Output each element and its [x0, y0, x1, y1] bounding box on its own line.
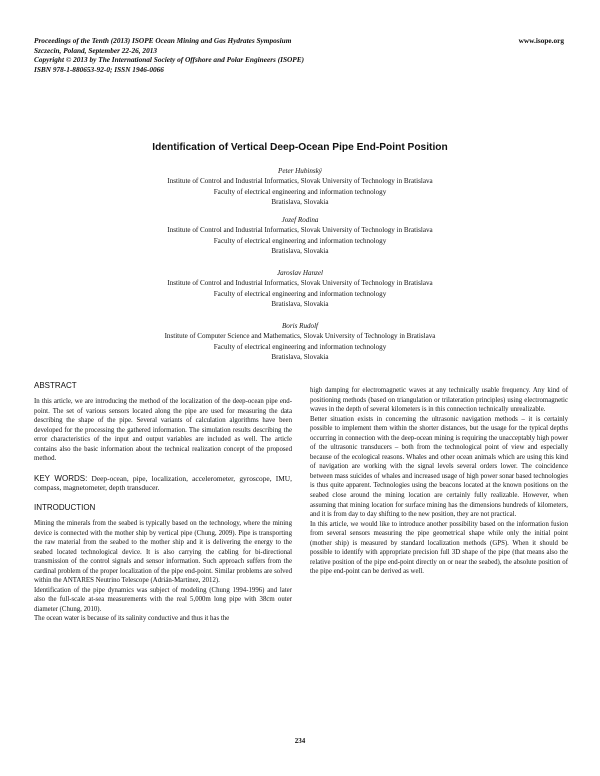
abstract-heading: ABSTRACT — [34, 381, 77, 390]
keywords — [34, 474, 292, 493]
author-block — [0, 166, 600, 207]
introduction-heading: INTRODUCTION — [34, 503, 96, 513]
keywords-label: KEY WORDS: — [34, 473, 88, 483]
header-line: Copyright © 2013 by The International Society of Offshore and Polar Engineers (ISOPE) — [34, 55, 305, 65]
keywords-text: Deep-ocean, pipe, localization, accelerometer, gyroscope, IMU, compass, magnetometer, depth transducer. — [34, 473, 292, 493]
proceedings-header — [34, 36, 454, 74]
header-line: Szczecin, Poland, September 22-26, 2013 — [34, 45, 158, 55]
author-name: Boris Rudolf — [281, 322, 319, 330]
paragraph: In this article, we would like to introduce another possibility based on the information fusion from several sensors measuring the pipe geometrical shape while only the initial point (mother ship) is measured by standard localization methods (GPS). When it should be possible to identify with appropriate precision full 3D shape of the pipe (that means also the relative position of the pipe end-point directly on or near the seabed), the absolute position of the pipe end-point can be derived as well. — [310, 520, 568, 576]
paper-title: Identification of Vertical Deep-Ocean Pipe End-Point Position — [152, 142, 448, 153]
author-location: Bratislava, Slovakia — [271, 197, 329, 206]
author-affiliation: Institute of Control and Industrial Informatics, Slovak University of Technology in Bratislava — [167, 226, 433, 235]
left-column — [34, 380, 292, 624]
author-block — [0, 215, 600, 256]
author-affiliation: Institute of Control and Industrial Informatics, Slovak University of Technology in Bratislava — [167, 279, 433, 288]
header-line: Proceedings of the Tenth (2013) ISOPE Ocean Mining and Gas Hydrates Symposium — [34, 36, 292, 45]
author-name: Peter Hubinský — [278, 167, 322, 175]
author-faculty: Faculty of electrical engineering and information technology — [213, 289, 387, 298]
author-name: Jozef Rodina — [281, 216, 319, 224]
author-block — [0, 321, 600, 362]
author-location: Bratislava, Slovakia — [271, 246, 329, 255]
author-faculty: Faculty of electrical engineering and information technology — [213, 342, 387, 351]
page-number: 234 — [294, 737, 306, 745]
website-link[interactable]: www.isope.org — [518, 36, 564, 45]
right-column — [310, 386, 568, 577]
author-affiliation: Institute of Computer Science and Mathematics, Slovak University of Technology in Bratislava — [164, 332, 436, 341]
author-name: Jaroslav Hanzel — [276, 269, 324, 277]
author-location: Bratislava, Slovakia — [271, 299, 329, 308]
author-block — [0, 268, 600, 309]
paragraph: Better situation exists in concerning the ultrasonic navigation methods – it is certainly possible to implement them within the shorter distances, but the usage for the typical depths occurring in connection with the deep-ocean mining is requiring the unacceptably high power of the ultrasonic transducers – both from the technological point of view and especially because of the ecological reasons. Whales and other ocean animals which are using this kind of navigation are working with the signal levels several orders lower. The coincidence between mass suicides of whales and increased usage of high power sonar based technologies is thus quite apparent. Technologies using the beacons located at the known positions on the seabed close around the mining location are certainly fully realizable. However, when assuming that mining location for surface mining has the dimensions hundreds of kilometers, and it is from day to day shifting to the new position, they are not practical. — [310, 415, 568, 519]
header-line: ISBN 978-1-880653-92-0; ISSN 1946-0066 — [34, 64, 164, 74]
author-faculty: Faculty of electrical engineering and information technology — [213, 187, 387, 196]
paragraph: The ocean water is because of its salinity conductive and thus it has the — [34, 615, 230, 623]
author-affiliation: Institute of Control and Industrial Informatics, Slovak University of Technology in Bratislava — [167, 177, 433, 186]
paragraph: high damping for electromagnetic waves at any technically usable frequency. Any kind of positioning methods (based on triangulation or trilateration principles) using electromagnetic waves in the depth of several kilometers is in this connection technically unrealizable. — [310, 387, 568, 414]
paragraph: Identification of the pipe dynamics was subject of modeling (Chung 1994-1996) and later also the full-scale at-sea measurements with the real 5,000m long pipe with 38cm outer diameter (Chung, 2010). — [34, 586, 292, 613]
abstract-text: In this article, we are introducing the method of the localization of the deep-ocean pipe end-point. The set of various sensors located along the pipe are used for measuring the data describing the shape of the pipe. Several variants of calculation algorithms have been developed for the processing the gathered information. The simulation results describing the error characteristics of the input and output variables are included as well. The article contains also the basic information about the technical realization concept of the proposed method. — [34, 398, 292, 463]
author-location: Bratislava, Slovakia — [271, 352, 329, 361]
paragraph: Mining the minerals from the seabed is typically based on the technology, where the mining device is connected with the mother ship by vertical pipe (Chung, 2009). Pipe is transporting the raw material from the seabed to the mother ship and it is delivering the energy to the seabed located technological device. It is also carrying the cabling for bi-directional transmission of the control signals and sensor information. Such approach suffers from the cardinal problem of the proper localization of the pipe end-point. Similar problems are solved within the ANTARES Neutrino Telescope (Adrián-Martinez, 2012). — [34, 520, 292, 585]
author-faculty: Faculty of electrical engineering and information technology — [213, 236, 387, 245]
